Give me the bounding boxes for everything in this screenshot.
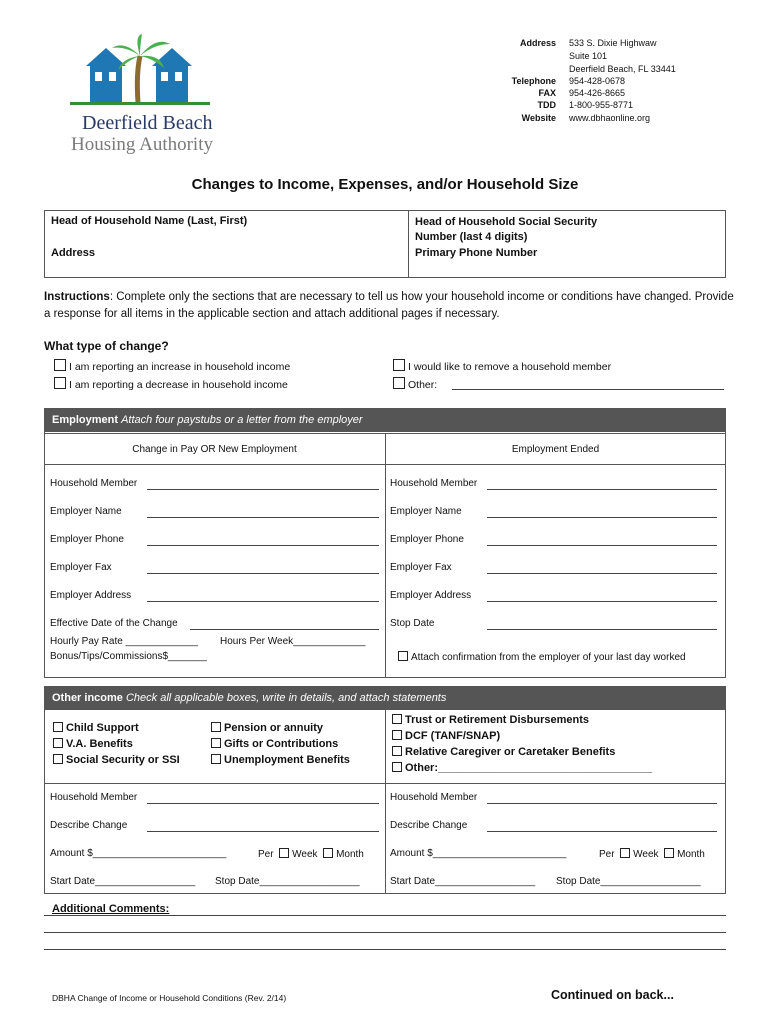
option-other[interactable]	[393, 377, 437, 391]
dcf-checkbox[interactable]	[392, 730, 402, 740]
end-employer-phone-label: Employer Phone	[390, 534, 464, 545]
change-in-pay-header: Change in Pay OR New Employment	[132, 444, 297, 455]
address-label: Address	[519, 38, 556, 48]
other-income-other-option[interactable]	[392, 762, 652, 774]
option-increase[interactable]	[54, 359, 290, 373]
form-revision-footer: DBHA Change of Income or Household Conditions (Rev. 2/14)	[52, 993, 287, 1003]
oi-per-label: Per	[258, 849, 274, 860]
emp-employer-address-label: Employer Address	[50, 590, 132, 601]
option-decrease[interactable]	[54, 377, 288, 391]
website-label: Website	[521, 113, 556, 123]
emp-employer-phone-label: Employer Phone	[50, 534, 124, 545]
increase-checkbox[interactable]	[54, 359, 66, 371]
comment-line[interactable]	[44, 932, 726, 933]
address-field[interactable]: Address	[51, 247, 96, 259]
stop-date-input[interactable]	[487, 629, 717, 630]
va-benefits-label: V.A. Benefits	[66, 738, 133, 750]
logo-line-2: Housing Authority	[71, 134, 213, 155]
oi-stop-date-field[interactable]: Stop Date__________________	[215, 876, 360, 887]
trust-checkbox[interactable]	[392, 714, 402, 724]
address-line-3: Deerfield Beach, FL 33441	[569, 64, 676, 74]
child-support-checkbox[interactable]	[53, 722, 63, 732]
oi-amount-field[interactable]: Amount $________________________	[50, 848, 227, 859]
end-household-member-label: Household Member	[390, 478, 478, 489]
oi-describe-change-label: Describe Change	[50, 820, 128, 831]
end-employer-fax-label: Employer Fax	[390, 562, 452, 573]
emp-household-member-input[interactable]	[147, 489, 379, 490]
emp-employer-fax-input[interactable]	[147, 573, 379, 574]
va-benefits-checkbox[interactable]	[53, 738, 63, 748]
emp-employer-phone-input[interactable]	[147, 545, 379, 546]
oi-start-date-field[interactable]: Start Date__________________	[50, 876, 196, 887]
end-employer-name-input[interactable]	[487, 517, 717, 518]
va-benefits-option[interactable]	[53, 738, 133, 750]
instructions-text: : Complete only the sections that are necessary to tell us how your household income or conditions have changed. Provide a response for all items in the applicable section and attach additional pages if necessary.	[44, 291, 734, 320]
attach-confirmation-option[interactable]	[398, 651, 686, 663]
option-other-label: Other:	[408, 379, 438, 391]
relative-caregiver-option[interactable]	[392, 746, 615, 758]
oi-household-member-input[interactable]	[147, 803, 379, 804]
other-input-line[interactable]	[452, 389, 724, 390]
emp-household-member-label: Household Member	[50, 478, 138, 489]
trust-label: Trust or Retirement Disbursements	[405, 714, 589, 726]
other-income-subtitle: Check all applicable boxes, write in details, and attach statements	[125, 692, 447, 704]
stop-date-label: Stop Date	[390, 618, 435, 629]
other-income-other-label: Other:___________________________________	[405, 762, 653, 774]
option-remove-label: I would like to remove a household member	[408, 361, 612, 373]
employment-subtitle: Attach four paystubs or a letter from the employer	[121, 414, 363, 426]
oi2-month-label: Month	[677, 849, 705, 860]
other-checkbox[interactable]	[393, 377, 405, 389]
additional-comments-label: Additional Comments:	[52, 903, 170, 915]
oi-describe-change-input[interactable]	[147, 831, 379, 832]
website-value[interactable]: www.dbhaonline.org	[569, 113, 651, 123]
emp-employer-name-label: Employer Name	[50, 506, 122, 517]
end-employer-name-label: Employer Name	[390, 506, 462, 517]
comment-line[interactable]	[44, 915, 726, 916]
social-security-checkbox[interactable]	[53, 754, 63, 764]
pension-checkbox[interactable]	[211, 722, 221, 732]
pension-option[interactable]	[211, 722, 323, 734]
unemployment-option[interactable]	[211, 754, 350, 766]
oi2-frequency	[599, 848, 705, 860]
option-decrease-label: I am reporting a decrease in household income	[69, 379, 288, 391]
bonus-field[interactable]: Bonus/Tips/Commissions$_______	[50, 651, 207, 662]
column-divider	[408, 211, 409, 277]
gifts-option[interactable]	[211, 738, 338, 750]
continued-on-back: Continued on back...	[551, 988, 674, 1002]
fax-label: FAX	[538, 88, 556, 98]
emp-employer-name-input[interactable]	[147, 517, 379, 518]
houses-palm-icon	[64, 34, 214, 114]
end-household-member-input[interactable]	[487, 489, 717, 490]
emp-employer-address-input[interactable]	[147, 601, 379, 602]
address-line-2: Suite 101	[569, 51, 608, 61]
head-of-household-name-field[interactable]: Head of Household Name (Last, First)	[51, 215, 248, 227]
attach-confirmation-checkbox[interactable]	[398, 651, 408, 661]
effective-date-label: Effective Date of the Change	[50, 618, 178, 629]
social-security-label: Social Security or SSI	[66, 754, 180, 766]
attach-confirmation-label: Attach confirmation from the employer of your last day worked	[411, 652, 686, 663]
social-security-option[interactable]	[53, 754, 180, 766]
employment-ended-header: Employment Ended	[511, 444, 600, 455]
other-income-other-checkbox[interactable]	[392, 762, 402, 772]
oi2-describe-change-label: Describe Change	[390, 820, 468, 831]
end-employer-address-input[interactable]	[487, 601, 717, 602]
oi2-household-member-input[interactable]	[487, 803, 717, 804]
decrease-checkbox[interactable]	[54, 377, 66, 389]
child-support-option[interactable]	[53, 722, 139, 734]
tdd-value: 1-800-955-8771	[569, 100, 634, 110]
child-support-label: Child Support	[66, 722, 139, 734]
trust-option[interactable]	[392, 714, 589, 726]
fax-value: 954-426-8665	[569, 88, 626, 98]
option-increase-label: I am reporting an increase in household income	[69, 361, 291, 373]
instructions	[44, 289, 734, 323]
comment-line[interactable]	[44, 949, 726, 950]
hours-per-week-field[interactable]: Hours Per Week_____________	[220, 636, 366, 647]
tdd-label: TDD	[537, 100, 556, 110]
oi2-week-checkbox[interactable]	[620, 848, 630, 858]
oi-week-label: Week	[292, 849, 318, 860]
telephone-label: Telephone	[511, 76, 556, 86]
oi2-start-date-field[interactable]: Start Date__________________	[390, 876, 536, 887]
end-employer-fax-input[interactable]	[487, 573, 717, 574]
emp-employer-fax-label: Employer Fax	[50, 562, 112, 573]
relative-caregiver-checkbox[interactable]	[392, 746, 402, 756]
gifts-label: Gifts or Contributions	[224, 738, 339, 750]
telephone-value: 954-428-0678	[569, 76, 626, 86]
unemployment-label: Unemployment Benefits	[224, 754, 350, 766]
oi-frequency	[258, 848, 364, 860]
remove-member-checkbox[interactable]	[393, 359, 405, 371]
hourly-pay-field[interactable]: Hourly Pay Rate _____________	[50, 636, 198, 647]
oi2-describe-change-input[interactable]	[487, 831, 717, 832]
employment-header	[44, 408, 726, 432]
oi2-per-label: Per	[599, 849, 615, 860]
oi2-amount-field[interactable]: Amount $________________________	[390, 848, 567, 859]
other-income-title: Other income	[52, 692, 123, 704]
oi2-stop-date-field[interactable]: Stop Date__________________	[556, 876, 701, 887]
relative-caregiver-label: Relative Caregiver or Caretaker Benefits	[405, 746, 616, 758]
oi2-month-checkbox[interactable]	[664, 848, 674, 858]
option-remove[interactable]	[393, 359, 611, 373]
pension-label: Pension or annuity	[224, 722, 324, 734]
logo-line-1: Deerfield Beach	[82, 112, 213, 134]
gifts-checkbox[interactable]	[211, 738, 221, 748]
oi-week-checkbox[interactable]	[279, 848, 289, 858]
oi2-week-label: Week	[633, 849, 659, 860]
dcf-option[interactable]	[392, 730, 500, 742]
oi-month-label: Month	[336, 849, 364, 860]
change-type-question: What type of change?	[44, 339, 169, 353]
effective-date-input[interactable]	[190, 629, 379, 630]
end-employer-phone-input[interactable]	[487, 545, 717, 546]
column-divider	[385, 433, 386, 678]
employment-title: Employment	[52, 414, 119, 426]
ssn-last4-field[interactable]: Head of Household Social Security Number (last 4 digits)	[415, 216, 598, 243]
oi-month-checkbox[interactable]	[323, 848, 333, 858]
form-title: Changes to Income, Expenses, and/or Household Size	[191, 176, 579, 193]
oi-household-member-label: Household Member	[50, 792, 138, 803]
instructions-label: Instructions	[44, 291, 110, 303]
other-income-header	[44, 686, 726, 710]
primary-phone-field[interactable]: Primary Phone Number	[415, 247, 538, 259]
dcf-label: DCF (TANF/SNAP)	[405, 730, 501, 742]
unemployment-checkbox[interactable]	[211, 754, 221, 764]
end-employer-address-label: Employer Address	[390, 590, 472, 601]
column-divider	[385, 710, 386, 894]
oi2-household-member-label: Household Member	[390, 792, 478, 803]
household-info-box	[44, 210, 726, 278]
address-line-1: 533 S. Dixie Highwaw	[569, 38, 657, 48]
